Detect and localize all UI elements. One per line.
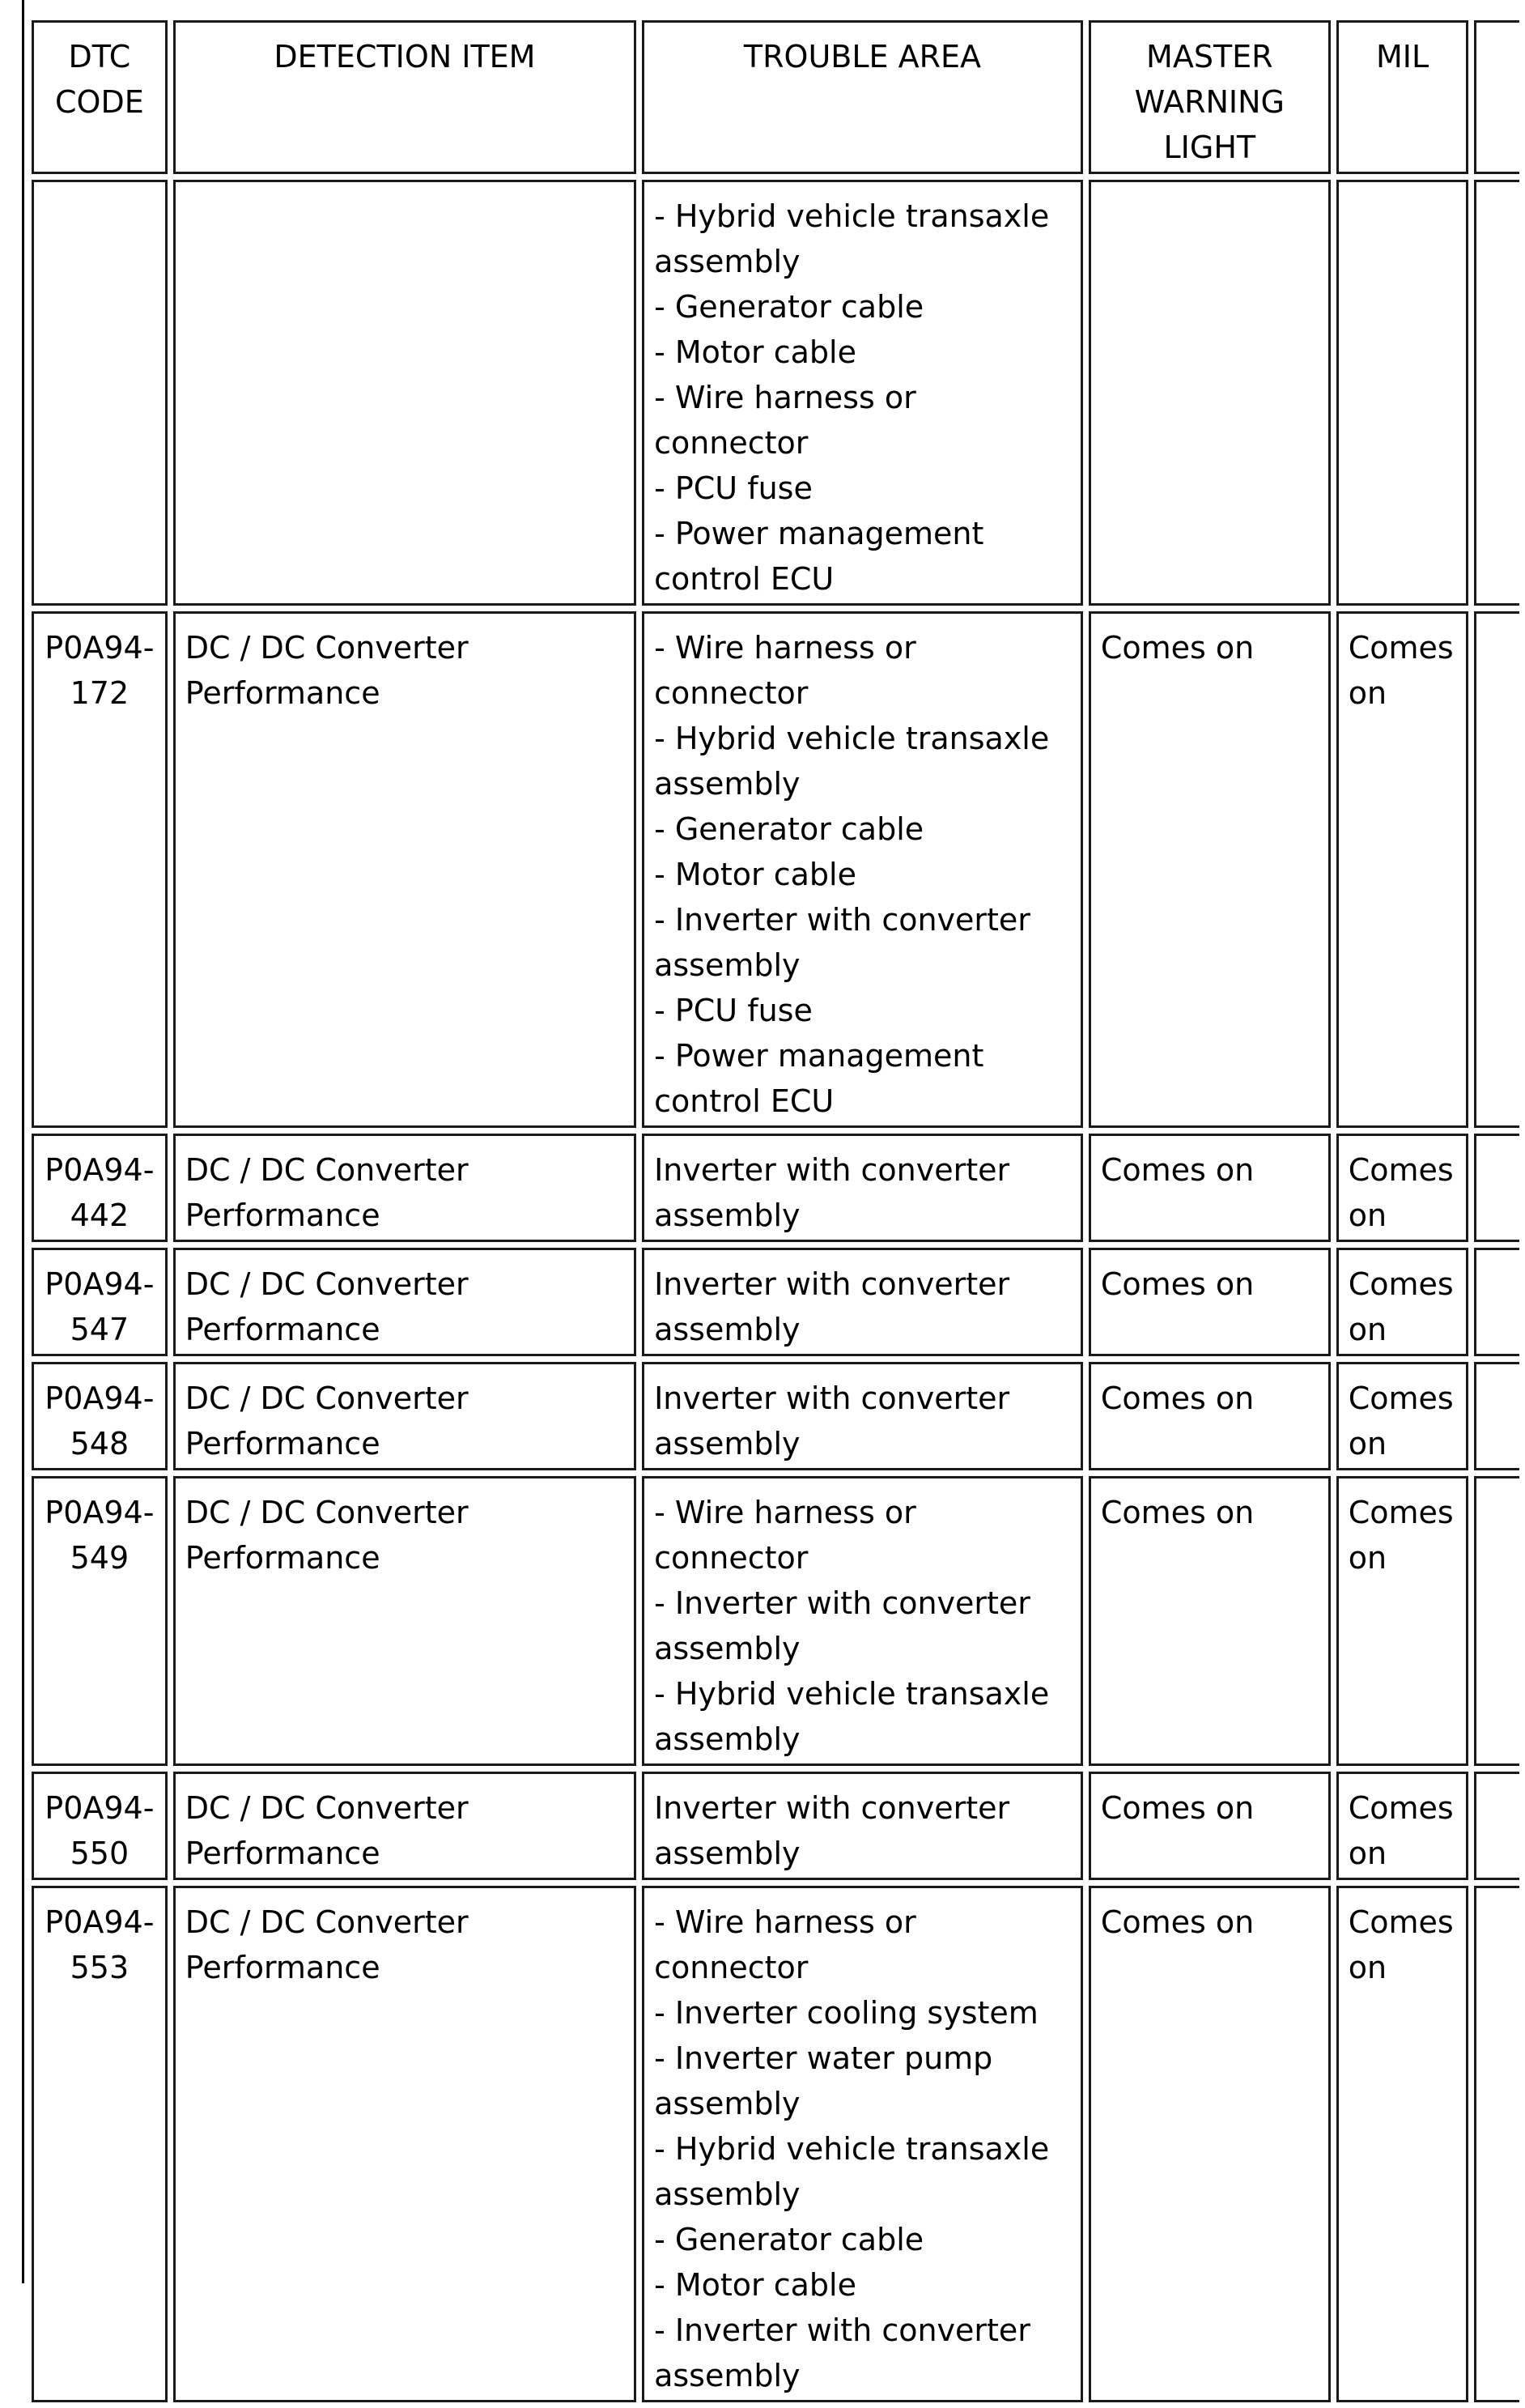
trouble-area-line: - PCU fuse [654,470,813,506]
header-clipped-column [1474,20,1519,174]
trouble-area-cell [642,180,1083,606]
mil-cell: Comes on [1336,1772,1469,1880]
header-trouble-area: TROUBLE AREA [642,20,1083,174]
trouble-area-line: - PCU fuse [654,993,813,1028]
trouble-area-cell [642,1886,1083,2402]
table-row [32,1134,1519,1242]
trouble-area-line: - Inverter cooling system [654,1995,1039,2031]
detection-item-cell: DC / DC Converter Performance [173,1476,636,1766]
master-warning-cell: Comes on [1089,1476,1331,1766]
header-row [32,20,1519,174]
dtc-code-cell: P0A94-172 [32,611,168,1128]
trouble-area-line: - Motor cable [654,2267,856,2303]
trouble-area-line: - Wire harness or connector [654,630,916,711]
dtc-code-cell: P0A94-553 [32,1886,168,2402]
trouble-area-line: - Hybrid vehicle transaxle assembly [654,198,1050,279]
detection-item-cell: DC / DC Converter Performance [173,611,636,1128]
trouble-area-line: - Hybrid vehicle transaxle assembly [654,1676,1050,1757]
mil-cell: Comes on [1336,1362,1469,1470]
mil-cell [1336,180,1469,606]
trouble-area-line: - Wire harness or connector [654,1495,916,1576]
clipped-column-cell [1474,180,1519,606]
trouble-area-cell [642,1362,1083,1470]
detection-item-cell: DC / DC Converter Performance [173,1772,636,1880]
table-row [32,1772,1519,1880]
trouble-area-line: Inverter with converter assembly [654,1152,1010,1233]
table-body [32,180,1519,2402]
clipped-column-cell [1474,1886,1519,2402]
table-row [32,1248,1519,1356]
detection-item-cell: DC / DC Converter Performance [173,1134,636,1242]
trouble-area-cell [642,1248,1083,1356]
clipped-column-cell [1474,1362,1519,1470]
detection-item-cell: DC / DC Converter Performance [173,1886,636,2402]
mil-cell: Comes on [1336,611,1469,1128]
dtc-code-cell: P0A94-549 [32,1476,168,1766]
trouble-area-line: - Motor cable [654,334,856,370]
header-dtc-code: DTC CODE [32,20,168,174]
trouble-area-cell [642,1134,1083,1242]
master-warning-cell: Comes on [1089,1772,1331,1880]
trouble-area-line: - Inverter water pump assembly [654,2040,993,2121]
clipped-column-cell [1474,1772,1519,1880]
master-warning-cell: Comes on [1089,1886,1331,2402]
table-row [32,180,1519,606]
header-mil: MIL [1336,20,1469,174]
dtc-code-cell: P0A94-550 [32,1772,168,1880]
master-warning-cell: Comes on [1089,1134,1331,1242]
dtc-code-cell [32,180,168,606]
trouble-area-line: - Generator cable [654,2222,924,2257]
trouble-area-line: - Inverter with converter assembly [654,1585,1030,1666]
trouble-area-cell [642,1476,1083,1766]
trouble-area-cell [642,1772,1083,1880]
master-warning-cell [1089,180,1331,606]
dtc-code-cell: P0A94-442 [32,1134,168,1242]
trouble-area-line: - Wire harness or connector [654,1904,916,1985]
table-row [32,1476,1519,1766]
table-row [32,1362,1519,1470]
mil-cell: Comes on [1336,1248,1469,1356]
dtc-code-cell: P0A94-548 [32,1362,168,1470]
clipped-column-cell [1474,1134,1519,1242]
clipped-column-cell [1474,1476,1519,1766]
trouble-area-line: - Hybrid vehicle transaxle assembly [654,2131,1050,2212]
dtc-table [26,15,1525,2408]
detection-item-cell: DC / DC Converter Performance [173,1248,636,1356]
trouble-area-line: - Power management control ECU [654,1038,984,1119]
header-master-warning-light: MASTER WARNING LIGHT [1089,20,1331,174]
clipped-column-cell [1474,611,1519,1128]
detection-item-cell: DC / DC Converter Performance [173,1362,636,1470]
trouble-area-line: Inverter with converter assembly [654,1266,1010,1347]
header-detection-item: DETECTION ITEM [173,20,636,174]
mil-cell: Comes on [1336,1476,1469,1766]
left-border-rule [22,0,24,2283]
trouble-area-line: - Generator cable [654,289,924,325]
trouble-area-line: Inverter with converter assembly [654,1381,1010,1461]
trouble-area-line: - Motor cable [654,857,856,892]
dtc-code-cell: P0A94-547 [32,1248,168,1356]
master-warning-cell: Comes on [1089,1362,1331,1470]
trouble-area-line: - Inverter with converter assembly [654,2312,1030,2393]
master-warning-cell: Comes on [1089,1248,1331,1356]
trouble-area-line: - Wire harness or connector [654,380,916,461]
trouble-area-line: Inverter with converter assembly [654,1790,1010,1871]
trouble-area-line: - Power management control ECU [654,516,984,597]
mil-cell: Comes on [1336,1134,1469,1242]
clipped-column-cell [1474,1248,1519,1356]
detection-item-cell [173,180,636,606]
trouble-area-line: - Hybrid vehicle transaxle assembly [654,721,1050,802]
table-row [32,1886,1519,2402]
trouble-area-cell [642,611,1083,1128]
mil-cell: Comes on [1336,1886,1469,2402]
trouble-area-line: - Inverter with converter assembly [654,902,1030,983]
table-row [32,611,1519,1128]
trouble-area-line: - Generator cable [654,811,924,847]
master-warning-cell: Comes on [1089,611,1331,1128]
